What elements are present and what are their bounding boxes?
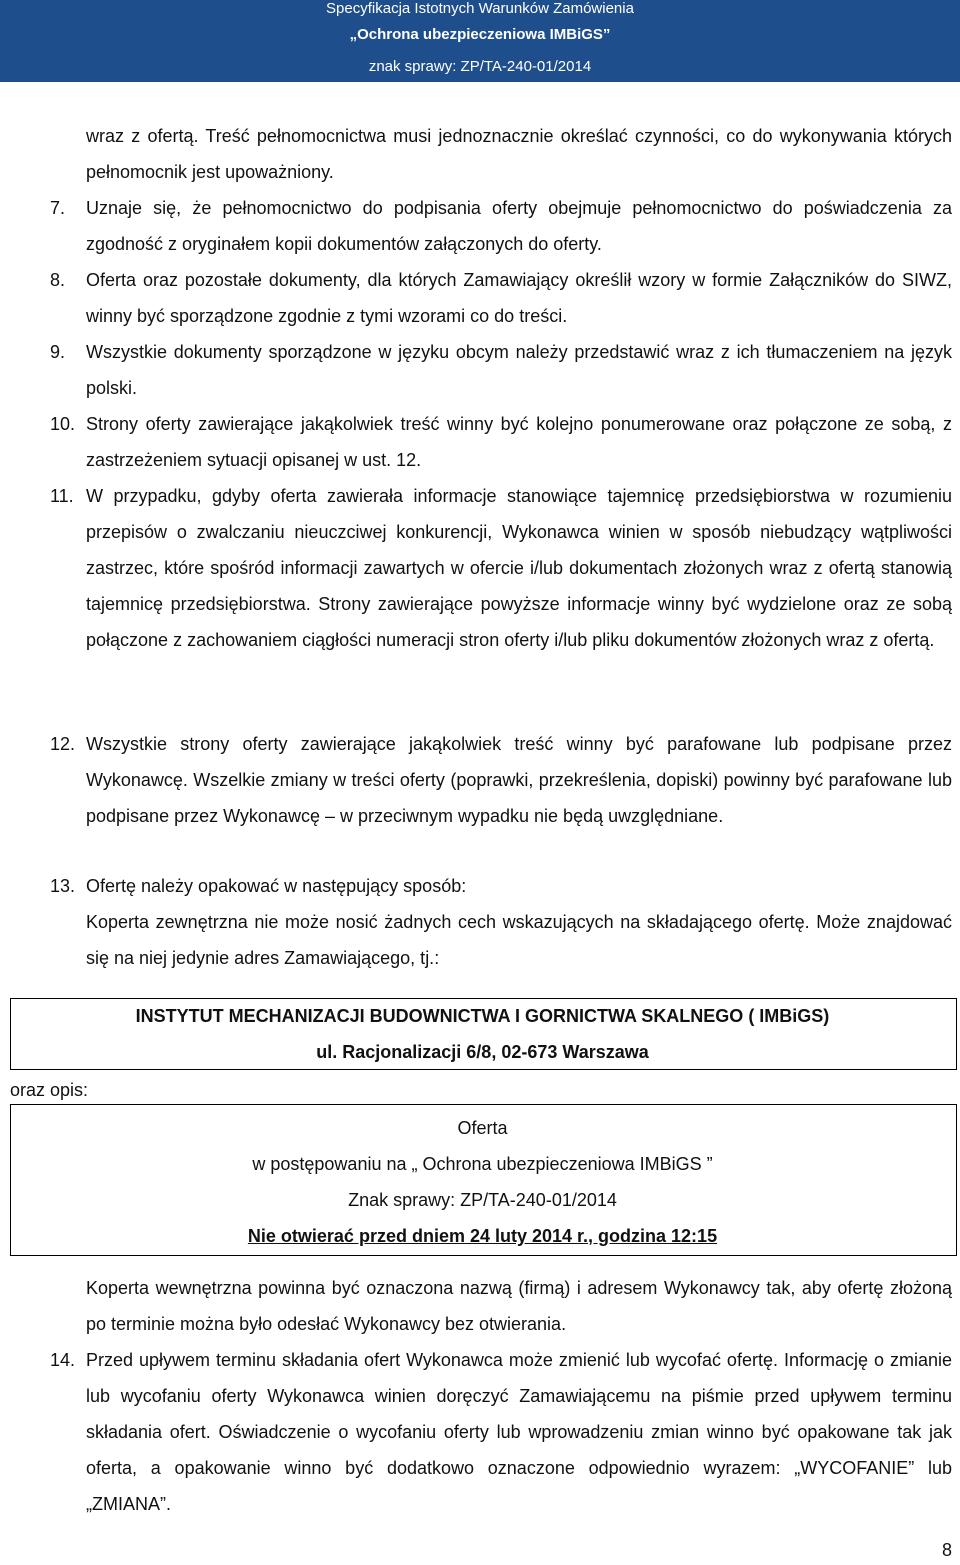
item-10-number: 10. (50, 414, 76, 434)
description-title: Oferta (457, 1118, 508, 1138)
label-oraz-opis: oraz opis: (10, 1080, 89, 1100)
item-13-number: 13. (50, 876, 76, 896)
item-12-text: Wszystkie strony oferty zawierające jakąkolwiek treść winny być parafowane lub podpisane przez Wykonawcę. Wszelkie zmiany w treści oferty (poprawki, przekreślenia, dopiski) powinny być parafowane lub podpisane przez Wykonawcę – w przeciwnym wypadku nie będą uwzględniane. (86, 734, 952, 826)
item-13-intro: Ofertę należy opakować w następujący sposób: (86, 876, 467, 896)
header-spec-title: Specyfikacja Istotnych Warunków Zamówienia (326, 0, 634, 17)
paragraph-inner-envelope: Koperta wewnętrzna powinna być oznaczona nazwą (firmą) i adresem Wykonawcy tak, aby ofertę złożoną po terminie można było odesłać Wykonawcy bez otwierania. (86, 1278, 952, 1334)
item-8-number: 8. (50, 270, 66, 290)
description-do-not-open: Nie otwierać przed dniem 24 luty 2014 r., godzina 12:15 (247, 1226, 718, 1246)
document-header-banner (0, 0, 960, 82)
item-14-text: Przed upływem terminu składania ofert Wykonawca może zmienić lub wycofać ofertę. Informację o zmianie lub wycofaniu oferty Wykonawca winien doręczyć Zamawiającemu na piśmie przed upływem terminu składania ofert. Oświadczenie o wycofaniu oferty lub wprowadzeniu zmian winno być opakowane tak jak oferta, a opakowanie winno być dodatkowo oznaczone odpowiednio wyrazem: „WYCOFANIE” lub „ZMIANA”. (86, 1350, 952, 1514)
item-9-text: Wszystkie dokumenty sporządzone w języku obcym należy przedstawić wraz z ich tłumaczeniem na język polski. (86, 342, 952, 398)
item-11-text: W przypadku, gdyby oferta zawierała informacje stanowiące tajemnicę przedsiębiorstwa w rozumieniu przepisów o zwalczaniu nieuczciwej konkurencji, Wykonawca winien w sposób niebudzący wątpliwości zastrzec, które spośród informacji zawartych w ofercie i/lub dokumentach złożonych wraz z ofertą stanowią tajemnicę przedsiębiorstwa. Strony zawierające powyższe informacje winny być wydzielone oraz ze sobą połączone z zachowaniem ciągłości numeracji stron oferty i/lub pliku dokumentów złożonych wraz z ofertą. (86, 486, 952, 650)
item-10-text: Strony oferty zawierające jakąkolwiek treść winny być kolejno ponumerowane oraz połączone ze sobą, z zastrzeżeniem sytuacji opisanej w ust. 12. (86, 414, 952, 470)
description-procurement: w postępowaniu na „ Ochrona ubezpieczeniowa IMBiGS ” (252, 1154, 713, 1174)
item-8-text: Oferta oraz pozostałe dokumenty, dla których Zamawiający określił wzory w formie Załączników do SIWZ, winny być sporządzone zgodnie z tymi wzorami co do treści. (86, 270, 952, 326)
description-case-number: Znak sprawy: ZP/TA-240-01/2014 (348, 1190, 617, 1210)
item-7-text: Uznaje się, że pełnomocnictwo do podpisania oferty obejmuje pełnomocnictwo do poświadczenia za zgodność z oryginałem kopii dokumentów załączonych do oferty. (86, 198, 952, 254)
item-7-number: 7. (50, 198, 66, 218)
header-case-number: znak sprawy: ZP/TA-240-01/2014 (368, 58, 592, 75)
paragraph-intro: wraz z ofertą. Treść pełnomocnictwa musi jednoznacznie określać czynności, co do wykonywania których pełnomocnik jest upoważniony. (86, 126, 952, 182)
page-number: 8 (941, 1540, 952, 1560)
item-11-number: 11. (50, 486, 74, 506)
item-14-number: 14. (50, 1350, 76, 1370)
item-13-text: Koperta zewnętrzna nie może nosić żadnych cech wskazujących na składającego ofertę. Może znajdować się na niej jedynie adres Zamawiającego, tj.: (86, 912, 952, 968)
address-street: ul. Racjonalizacji 6/8, 02-673 Warszawa (316, 1042, 649, 1062)
address-institute-name: INSTYTUT MECHANIZACJI BUDOWNICTWA I GORNICTWA SKALNEGO ( IMBiGS) (135, 1006, 830, 1026)
header-procurement-name: „Ochrona ubezpieczeniowa IMBiGS” (349, 26, 611, 43)
item-9-number: 9. (50, 342, 66, 362)
item-12-number: 12. (50, 734, 76, 754)
